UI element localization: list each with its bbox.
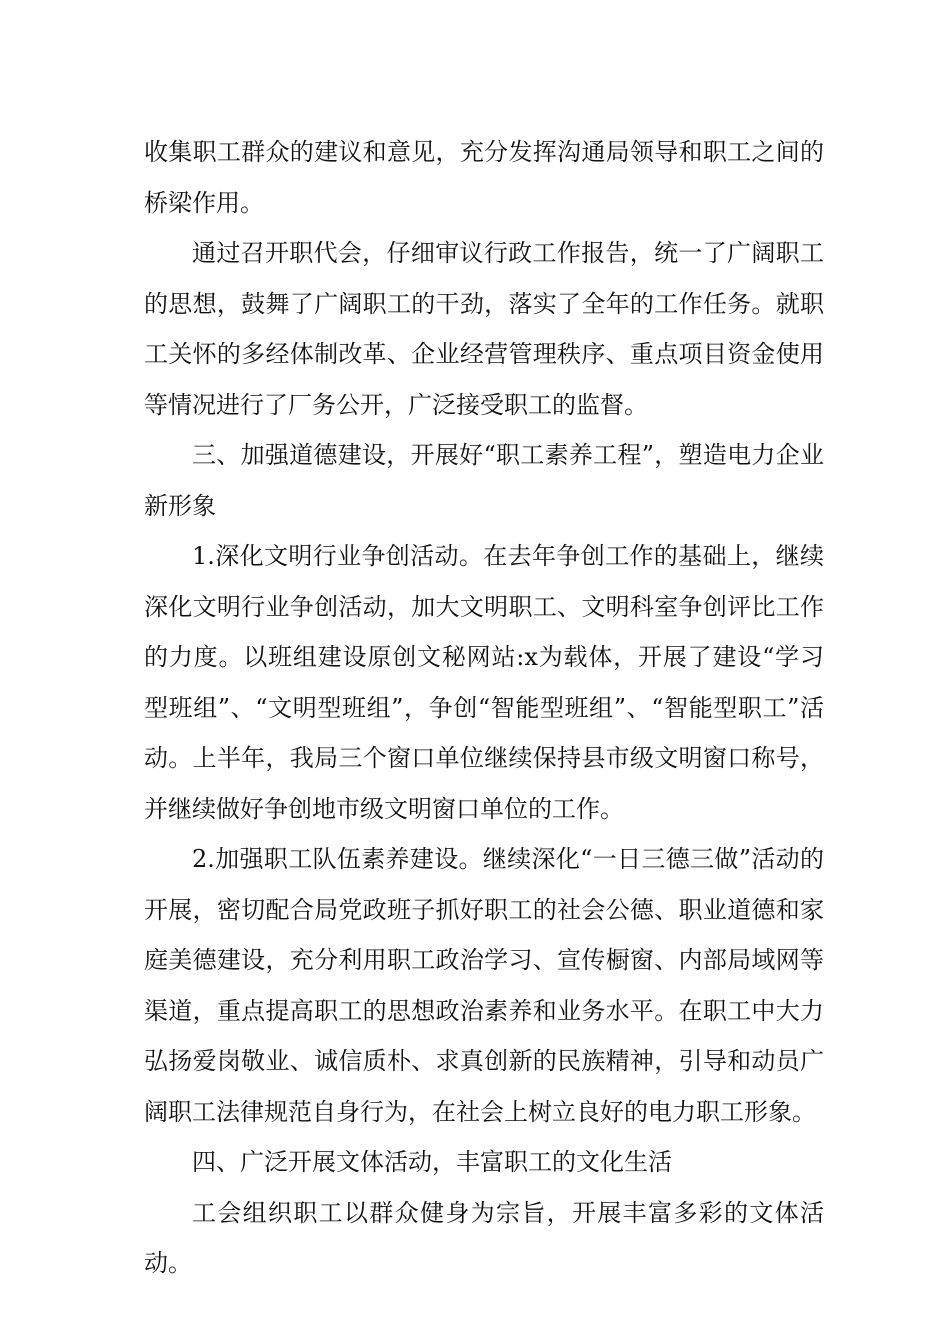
- paragraph-continuation: 收集职工群众的建议和意见，充分发挥沟通局领导和职工之间的桥梁作用。: [144, 138, 824, 217]
- section-heading-three: 三、加强道德建设，开展好“职工素养工程”，塑造电力企业新形象: [144, 441, 824, 520]
- paragraph-item-one: 1.深化文明行业争创活动。在去年争创工作的基础上，继续深化文明行业争创活动，加大文明职工、文明科室争创评比工作的力度。以班组建设原创文秘网站:x为载体，开展了建设“学习型班组”、“文明型班组”，争创“智能型班组”、“智能型职工”活动。上半年，我局三个窗口单位继续保持县市级文明窗口称号，并继续做好争创地市级文明窗口单位的工作。: [144, 542, 824, 823]
- paragraph-cultural-activities: 工会组织职工以群众健身为宗旨，开展丰富多彩的文体活动。: [144, 1198, 824, 1277]
- paragraph-congress: 通过召开职代会，仔细审议行政工作报告，统一了广阔职工的思想，鼓舞了广阔职工的干劲，落实了全年的工作任务。就职工关怀的多经体制改革、企业经营管理秩序、重点项目资金使用等情况进行了厂务公开，广泛接受职工的监督。: [144, 239, 824, 419]
- section-heading-four: 四、广泛开展文体活动，丰富职工的文化生活: [192, 1148, 672, 1176]
- document-body: [144, 127, 824, 1289]
- paragraph-item-two: 2.加强职工队伍素养建设。继续深化“一日三德三做”活动的开展，密切配合局党政班子抓好职工的社会公德、职业道德和家庭美德建设，充分利用职工政治学习、宣传橱窗、内部局域网等渠道，重点提高职工的思想政治素养和业务水平。在职工中大力弘扬爱岗敬业、诚信质朴、求真创新的民族精神，引导和动员广阔职工法律规范自身行为，在社会上树立良好的电力职工形象。: [144, 845, 824, 1126]
